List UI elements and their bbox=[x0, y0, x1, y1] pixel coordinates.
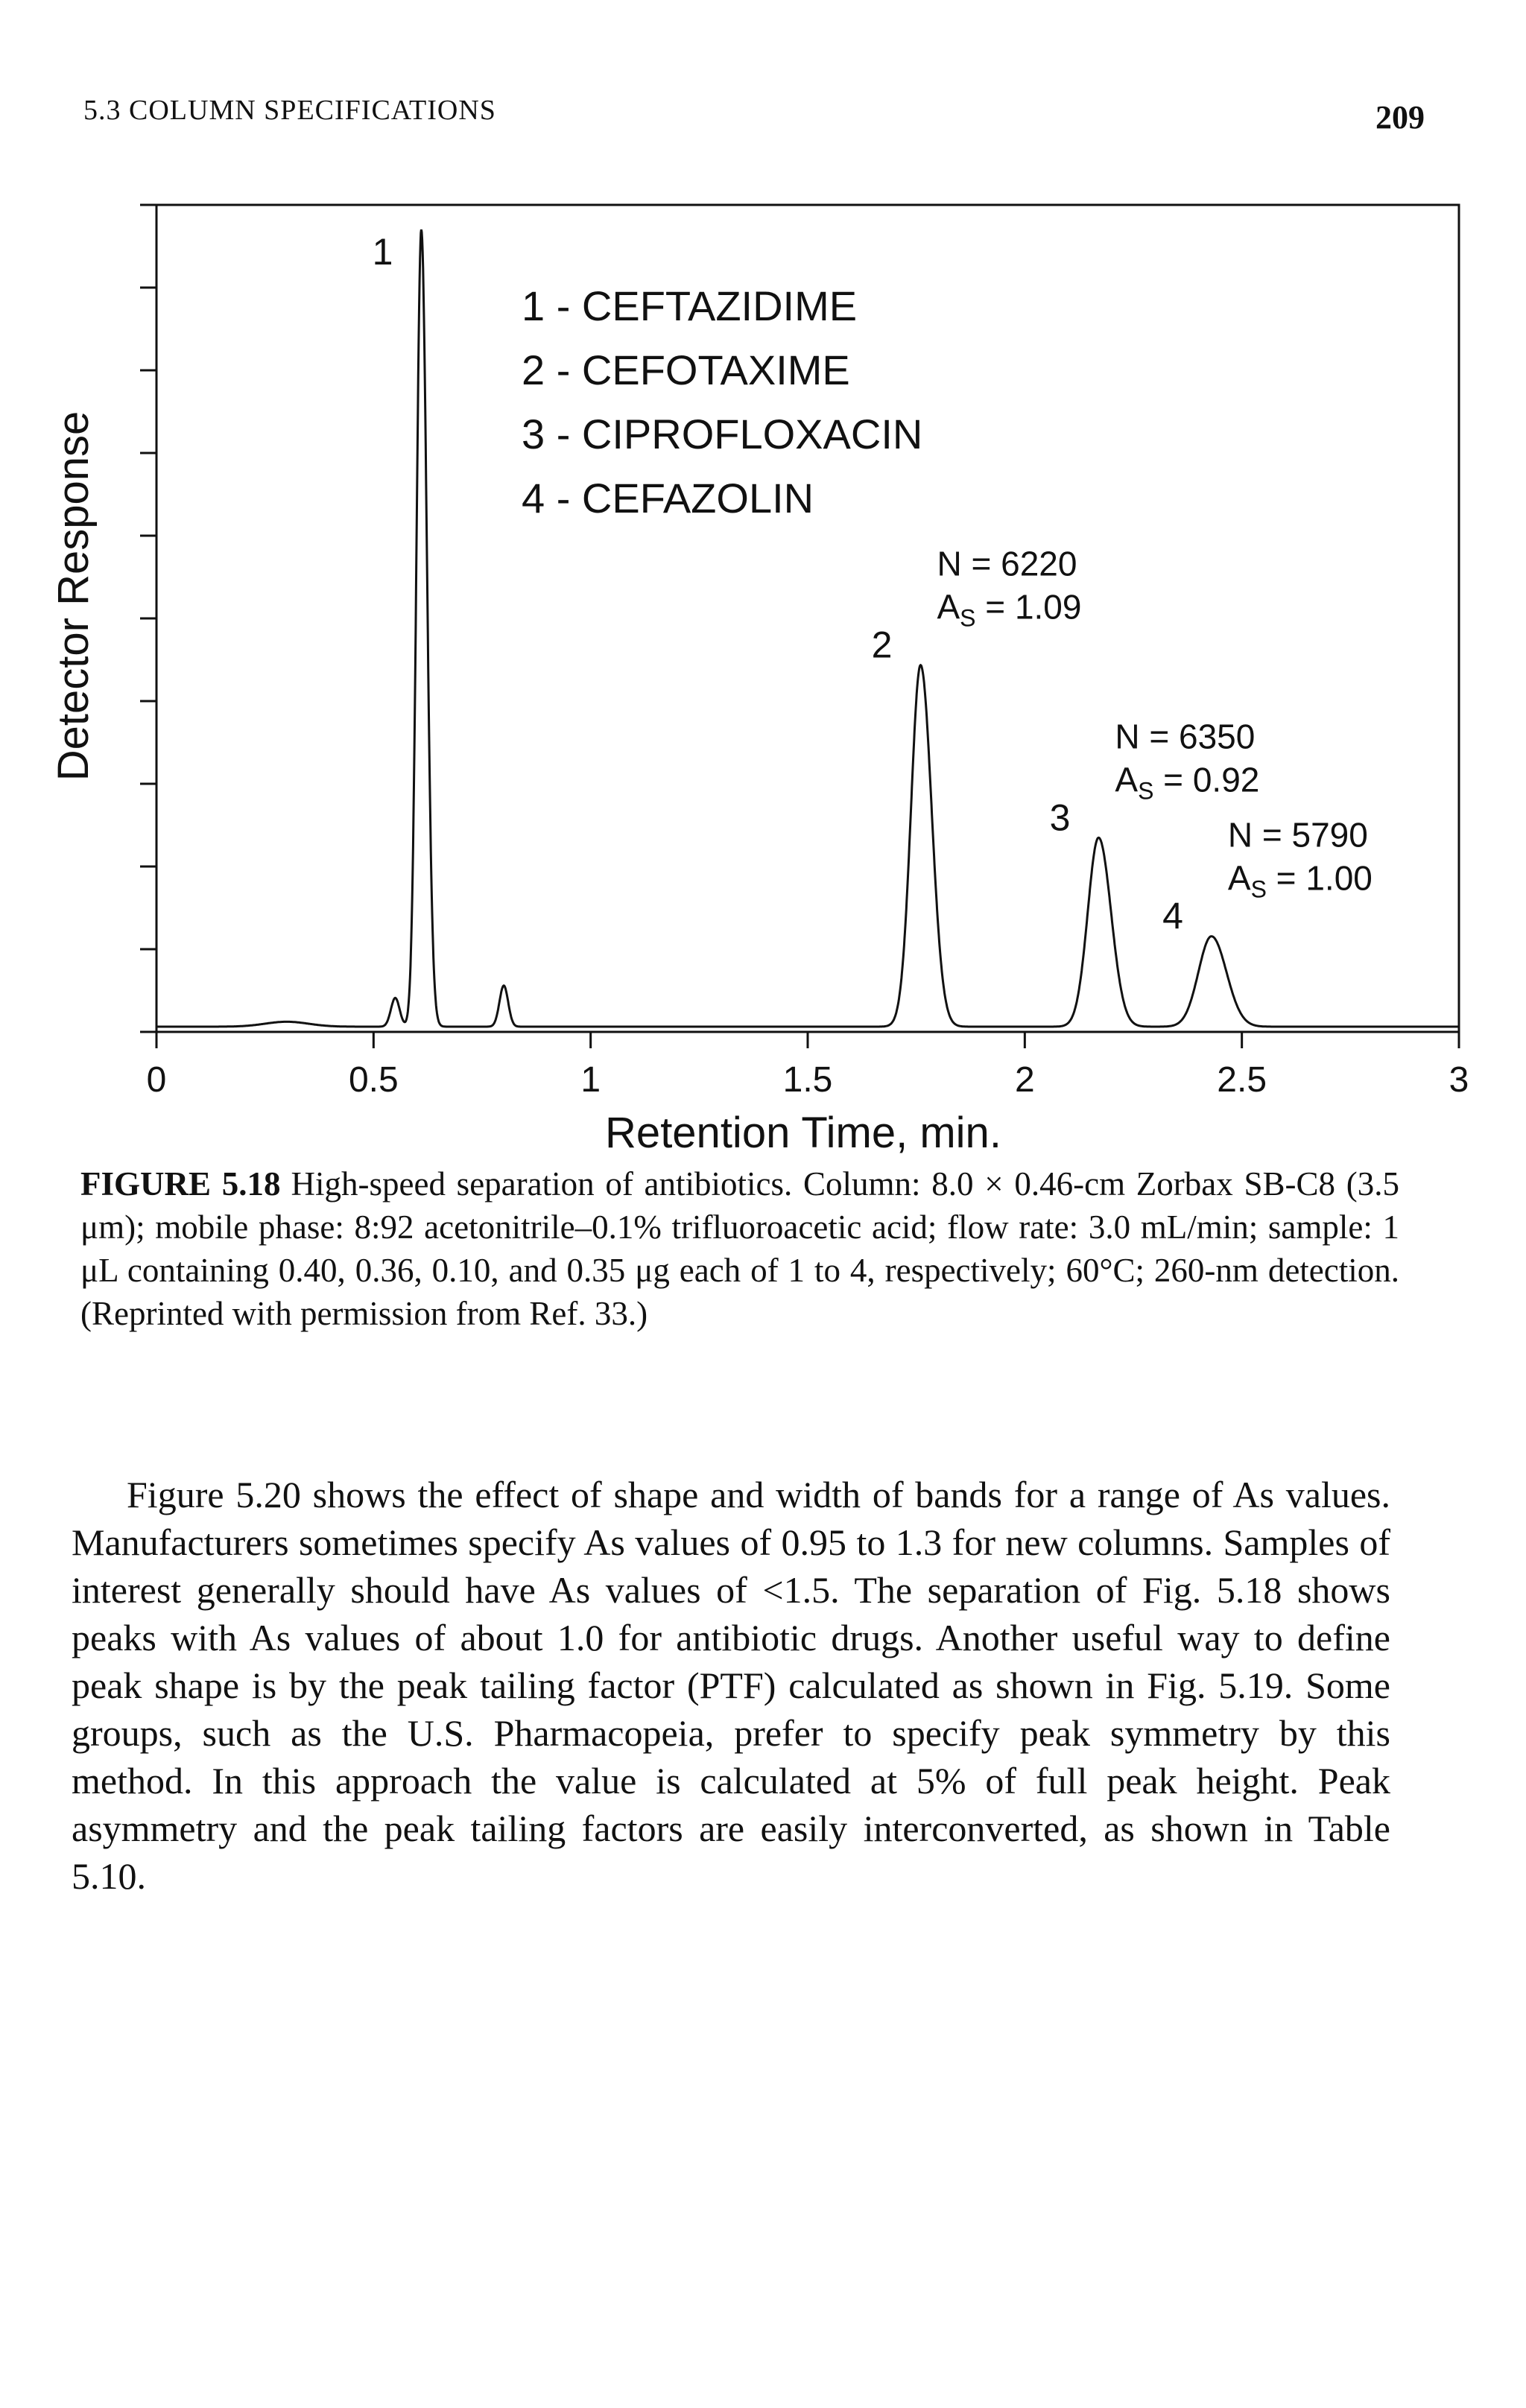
peak-number-label: 2 bbox=[871, 624, 893, 666]
body-text bbox=[72, 1471, 1390, 1900]
x-tick-label: 1.5 bbox=[782, 1060, 833, 1100]
x-tick-label: 1 bbox=[580, 1060, 601, 1100]
plate-count-label: N = 5790 bbox=[1227, 815, 1368, 855]
x-tick-label: 3 bbox=[1449, 1060, 1469, 1100]
peak-number-label: 3 bbox=[1049, 796, 1071, 839]
page-number: 209 bbox=[1375, 99, 1425, 136]
legend-entry: 1 - CEFTAZIDIME bbox=[522, 282, 858, 329]
asymmetry-label: $A_S = 1.00$ bbox=[1227, 858, 1373, 903]
peak-annotations bbox=[373, 231, 1373, 937]
legend-entry: 2 - CEFOTAXIME bbox=[522, 346, 850, 393]
x-tick-label: 0.5 bbox=[348, 1060, 399, 1100]
x-axis-ticks bbox=[156, 1032, 1459, 1048]
plate-count-label: N = 6350 bbox=[1115, 717, 1256, 756]
peak-legend bbox=[522, 282, 922, 522]
peak-number-label: 1 bbox=[372, 231, 393, 273]
legend-entry: 3 - CIPROFLOXACIN bbox=[522, 411, 923, 457]
caption-text: High-speed separation of antibiotics. Column: 8.0 × 0.46-cm Zorbax SB-C8 (3.5 μm); mobile phase: 8:92 acetonitrile–0.1% trifluoroacetic acid; flow rate: 3.0 mL/min; sample: 1 μL containing 0.40, 0.36, 0.10, and 0.35 μg each of 1 to 4, respectively; 60°C; 260-nm detection. (Reprinted with permission from Ref. 33.) bbox=[80, 1165, 1399, 1332]
chromatogram-chart bbox=[0, 0, 1526, 1192]
peak-number-label: 4 bbox=[1162, 895, 1183, 937]
x-tick-label: 2 bbox=[1014, 1060, 1035, 1100]
body-paragraph: Figure 5.20 shows the effect of shape and width of bands for a range of As values. Manufacturers sometimes specify As values of 0.95 to 1.3 for new columns. Samples of interest generally should have As values of <1.5. The separation of Fig. 5.18 shows peaks with As values of about 1.0 for antibiotic drugs. Another useful way to define peak shape is by the peak tailing factor (PTF) calculated as shown in Fig. 5.19. Some groups, such as the U.S. Pharmacopeia, prefer to specify peak symmetry by this method. In this approach the value is calculated at 5% of full peak height. Peak asymmetry and the peak tailing factors are easily interconverted, as shown in Table 5.10. bbox=[72, 1474, 1390, 1897]
running-head: 5.3 COLUMN SPECIFICATIONS bbox=[83, 95, 496, 126]
x-tick-label: 0 bbox=[146, 1060, 167, 1100]
asymmetry-label: $A_S = 1.09$ bbox=[937, 587, 1082, 632]
y-axis-ticks bbox=[140, 205, 156, 1032]
caption-label: FIGURE 5.18 bbox=[80, 1165, 281, 1203]
x-tick-label: 2.5 bbox=[1217, 1060, 1267, 1100]
plate-count-label: N = 6220 bbox=[937, 544, 1077, 583]
x-axis-tick-labels bbox=[147, 1060, 1469, 1100]
legend-entry: 4 - CEFAZOLIN bbox=[522, 475, 814, 522]
figure-caption bbox=[80, 1162, 1399, 1335]
asymmetry-label: $A_S = 0.92$ bbox=[1115, 760, 1260, 805]
x-axis-label: Retention Time, min. bbox=[605, 1109, 1001, 1157]
y-axis-label: Detector Response bbox=[49, 411, 98, 782]
